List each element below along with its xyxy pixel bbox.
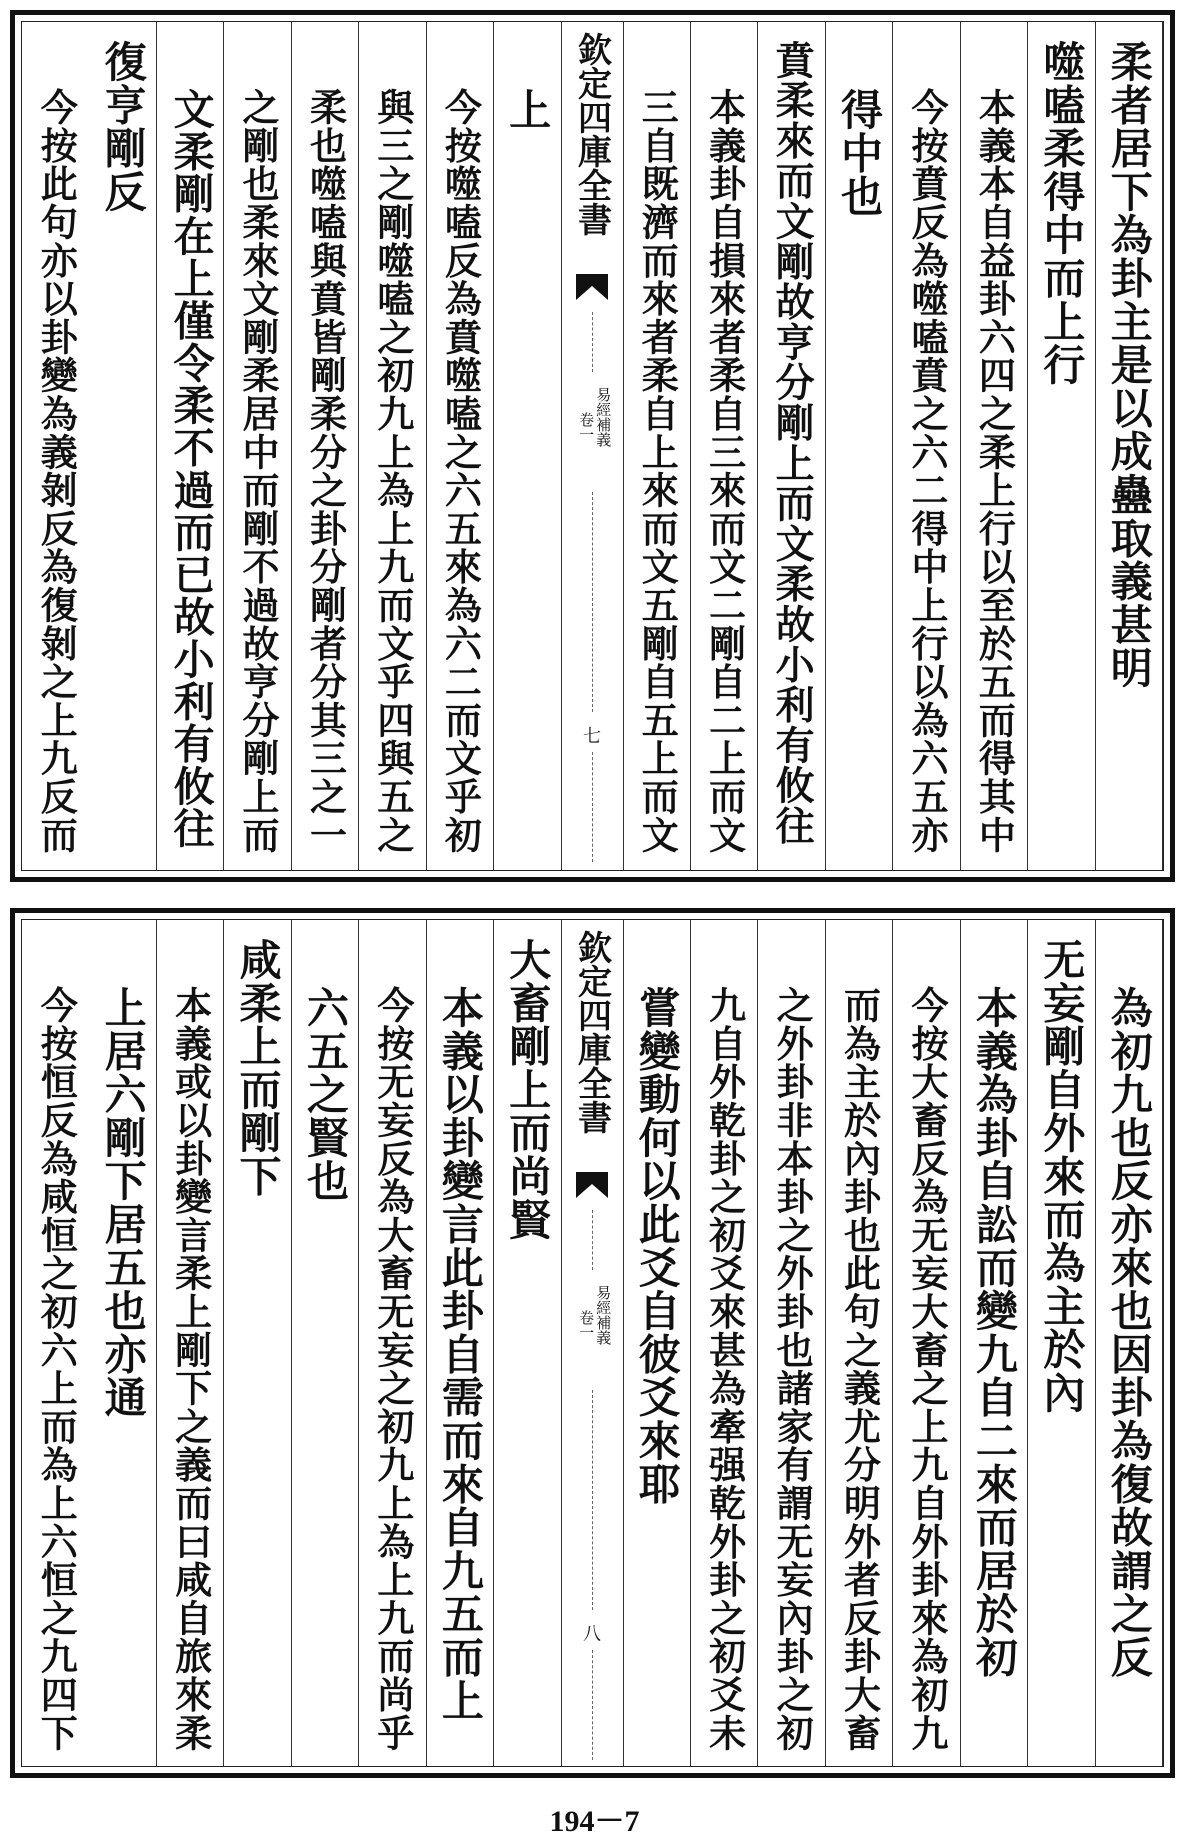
column-text: 九自外乾卦之初爻來甚為牽强乾外卦之初爻未 <box>702 986 747 1752</box>
spine-divider <box>592 752 593 862</box>
top_page-right-column-6 <box>758 22 825 870</box>
footer-page-number: 194－7 <box>549 1805 640 1838</box>
spine-book-title: 易經補義 <box>594 1285 613 1345</box>
spine-divider <box>592 1210 593 1270</box>
column-text: 柔者居下為卦主是以成蠱取義甚明 <box>1104 40 1154 690</box>
bottom-page <box>10 908 1175 1778</box>
bottom_page-right-column-4 <box>893 920 960 1766</box>
spine-volume: 卷一 <box>577 412 596 442</box>
column-text: 嘗變動何以此爻自彼爻來耶 <box>632 986 682 1506</box>
column-text: 今按賁反為噬嗑賁之六二得中上行以為六五亦 <box>904 88 949 854</box>
bottom_page-spine <box>562 920 624 1766</box>
top_page-left-column-6 <box>157 22 224 870</box>
column-text: 之外卦非本卦之外卦也諸家有謂无妄內卦之初 <box>770 986 815 1752</box>
spine-page-number: 八 <box>583 1624 601 1645</box>
bottom_page-left-column-4 <box>292 920 359 1766</box>
spine-divider <box>592 1650 593 1760</box>
column-text: 大畜剛上而尚賢 <box>503 938 553 1242</box>
column-text: 本義本自益卦六四之柔上行以至於五而得其中 <box>972 88 1017 854</box>
bottom_page-left-column-2 <box>427 920 494 1766</box>
column-text: 上居六剛下居五也亦通 <box>98 986 148 1419</box>
column-text: 與三之剛噬嗑之初九上為上九而文乎四與五之 <box>370 88 415 854</box>
top_page-right-column-3 <box>961 22 1028 870</box>
top_page-right-column-5 <box>826 22 893 870</box>
fishtail-mark-icon <box>576 1172 608 1198</box>
top_page-right-column-1 <box>1096 22 1163 870</box>
column-text: 柔也噬嗑與賁皆剛柔分之卦分剛者分其三之一 <box>303 88 348 854</box>
column-text: 六五之賢也 <box>300 986 350 1203</box>
column-text: 本義以卦變言此卦自需而來自九五而上 <box>435 986 485 1723</box>
column-text: 文柔剛在上僅令柔不過而已故小利有攸往 <box>166 88 215 850</box>
bottom_page-left-column-1 <box>494 920 561 1766</box>
spine-divider <box>592 312 593 372</box>
column-text: 為初九也反亦來也因卦為復故謂之反 <box>1104 986 1154 1679</box>
top_page-right-column-7 <box>691 22 758 870</box>
column-text: 本義或以卦變言柔上剛下之義而曰咸自旅來柔 <box>168 986 213 1752</box>
top_page-spine <box>562 22 624 870</box>
top_page-left-column-7 <box>89 22 156 870</box>
bottom-page-frame <box>21 919 1164 1767</box>
spine-book-title: 易經補義 <box>594 387 613 447</box>
bottom_page-right-column-8 <box>624 920 691 1766</box>
top_page-left-column-3 <box>359 22 426 870</box>
column-text: 今按恒反為咸恒之初六上而為上六恒之九四下 <box>34 986 79 1752</box>
bottom_page-left-column-7 <box>89 920 156 1766</box>
top-page-frame <box>21 21 1164 871</box>
bottom_page-right-column-3 <box>961 920 1028 1766</box>
column-text: 上 <box>503 88 553 132</box>
spine-title: 欽定四庫全書 <box>571 32 612 236</box>
top_page-right-column-8 <box>624 22 691 870</box>
column-text: 无妄剛自外來而為主於內 <box>1037 938 1087 1415</box>
column-text: 今按无妄反為大畜无妄之初九上為上九而尚乎 <box>370 986 415 1752</box>
fishtail-mark-icon <box>576 274 608 300</box>
bottom_page-right-column-2 <box>1028 920 1095 1766</box>
top_page-right-column-2 <box>1028 22 1095 870</box>
top_page-left-column-4 <box>292 22 359 870</box>
column-text: 今按此句亦以卦變為義剝反為復剝之上九反而 <box>34 88 79 854</box>
top_page-right-column-4 <box>893 22 960 870</box>
bottom_page-left-column-6 <box>157 920 224 1766</box>
bottom_page-right-column-7 <box>691 920 758 1766</box>
top_page-left-column-1 <box>494 22 561 870</box>
column-text: 本義卦自損來者柔自三來而文二剛自二上而文 <box>702 88 747 854</box>
bottom_page-right-column-1 <box>1096 920 1163 1766</box>
column-text: 今按大畜反為无妄大畜之上九自外卦來為初九 <box>904 986 949 1752</box>
spine-volume: 卷一 <box>577 1310 596 1340</box>
bottom_page-right-column-5 <box>826 920 893 1766</box>
bottom_page-right-column-6 <box>758 920 825 1766</box>
bottom_page-left-column-5 <box>224 920 291 1766</box>
column-text: 而為主於內卦也此句之義尤分明外者反卦大畜 <box>837 986 882 1752</box>
top-page <box>10 10 1175 882</box>
column-text: 得中也 <box>835 88 885 218</box>
spine-divider <box>592 492 593 712</box>
top_page-left-column-8 <box>22 22 89 870</box>
spine-page-number: 七 <box>583 726 601 747</box>
column-text: 三自既濟而來者柔自上來而文五剛自五上而文 <box>635 88 680 854</box>
column-text: 賁柔來而文剛故亨分剛上而文柔故小利有攸往 <box>769 40 816 846</box>
column-text: 咸柔上而剛下 <box>233 938 283 1198</box>
spine-title: 欽定四庫全書 <box>571 930 612 1134</box>
column-text: 復亨剛反 <box>98 40 148 214</box>
column-text: 本義為卦自訟而變九自二來而居於初 <box>969 986 1019 1679</box>
top_page-left-column-2 <box>427 22 494 870</box>
column-text: 今按噬嗑反為賁噬嗑之六五來為六二而文乎初 <box>438 88 483 854</box>
spine-divider <box>592 1390 593 1610</box>
bottom_page-left-column-3 <box>359 920 426 1766</box>
bottom_page-left-column-8 <box>22 920 89 1766</box>
column-text: 之剛也柔來文剛柔居中而剛不過故亨分剛上而 <box>236 88 281 854</box>
column-text: 噬嗑柔得中而上行 <box>1037 40 1087 387</box>
top_page-left-column-5 <box>224 22 291 870</box>
